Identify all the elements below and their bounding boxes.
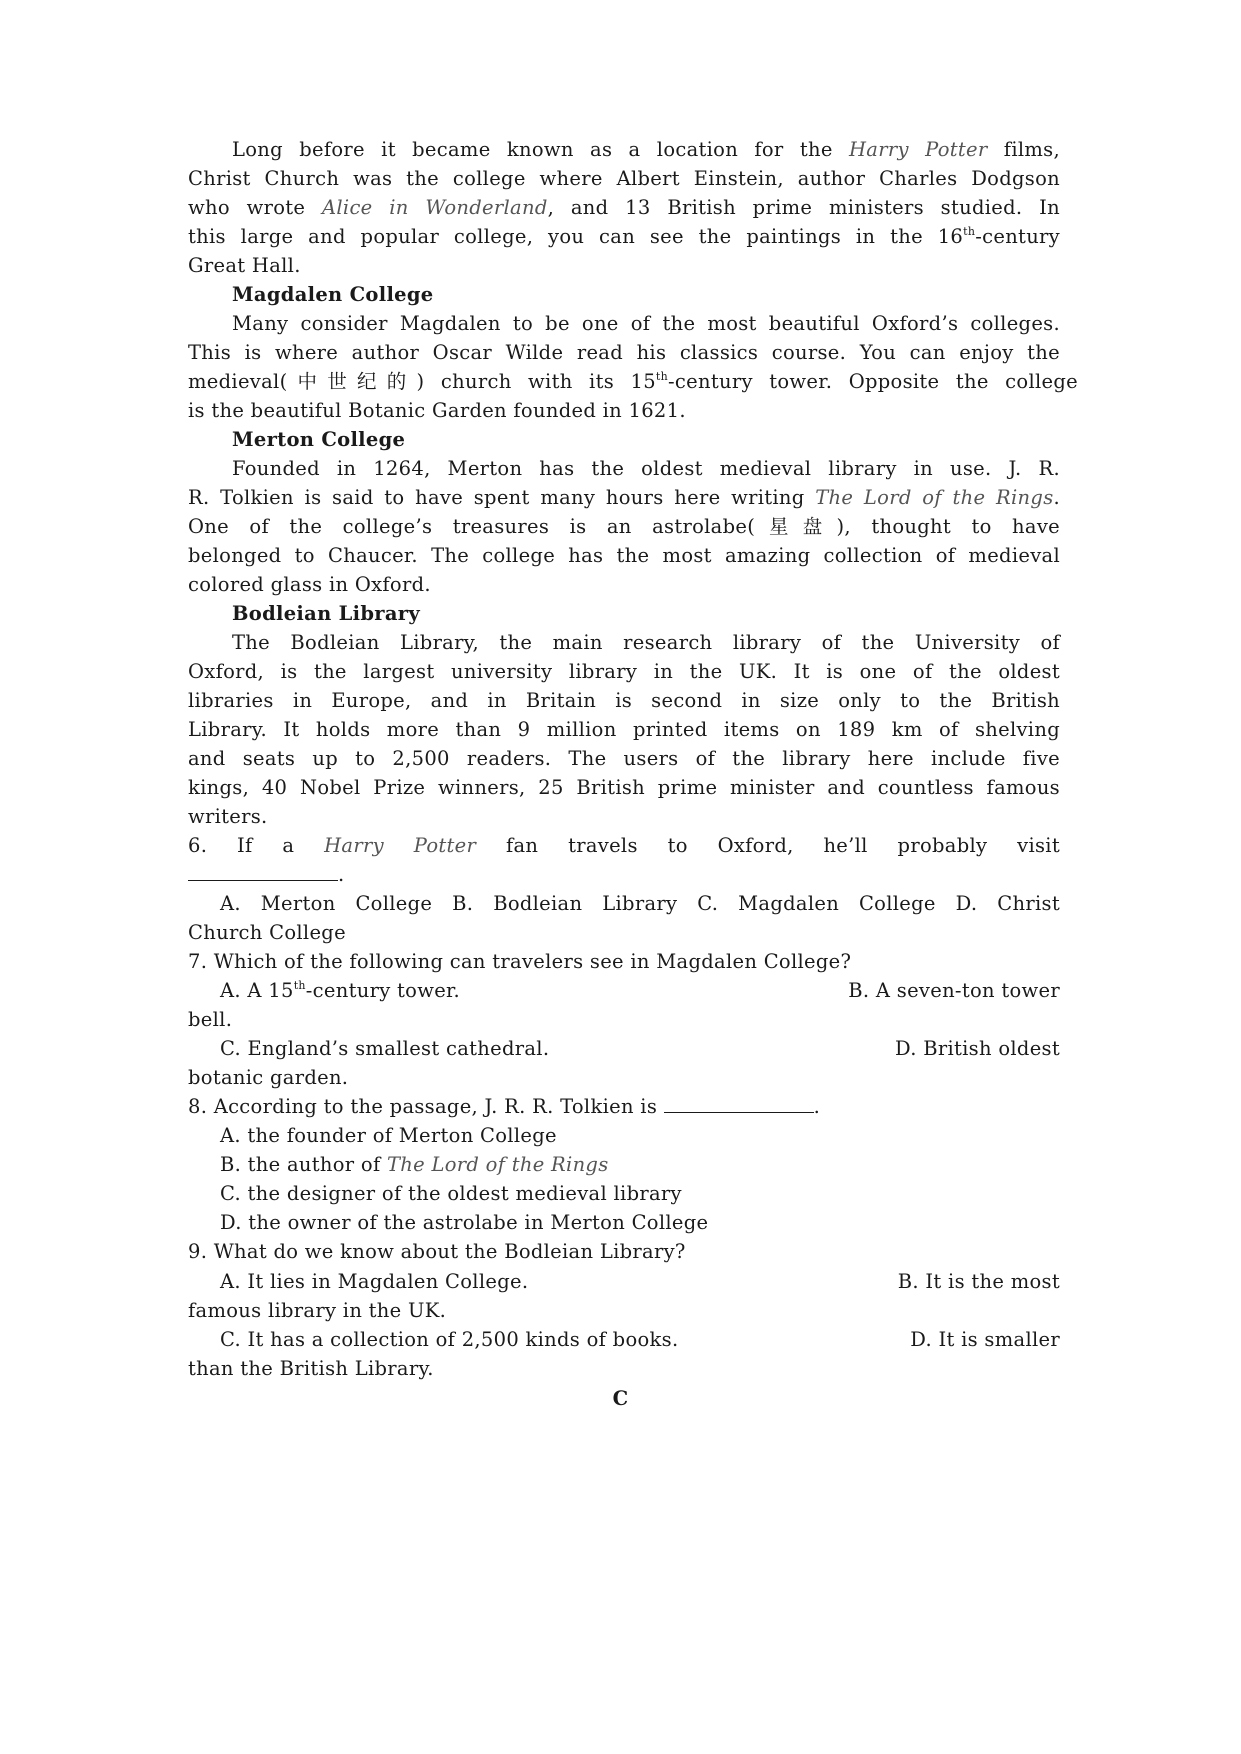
passage-line: kings, 40 Nobel Prize winners, 25 British prime minister and countless famous — [188, 776, 1060, 799]
passage-line — [232, 134, 1060, 166]
text-run: -century tower. Opposite the college — [668, 370, 1078, 393]
passage-line: writers. — [188, 805, 268, 828]
passage-line — [188, 221, 1060, 253]
section-label: C — [612, 1387, 629, 1410]
question-7-option-row — [220, 975, 1060, 1007]
option-b-cont: famous library in the UK. — [188, 1299, 447, 1322]
option-b: B. A seven-ton tower — [848, 979, 1060, 1002]
passage-line: Great Hall. — [188, 254, 301, 277]
option-b — [220, 1149, 1092, 1181]
passage-line: and seats up to 2,500 readers. The users of the library here include five — [188, 747, 1060, 770]
text-run: . — [813, 1095, 821, 1118]
answer-blank-8[interactable] — [664, 1094, 814, 1113]
option-d-cont: than the British Library. — [188, 1357, 434, 1380]
text-run: R. Tolkien is said to have spent many hours here writing — [188, 486, 816, 509]
question-8-stem — [188, 1091, 1060, 1123]
text-run: this large and popular college, you can see the paintings in the 16 — [188, 225, 964, 248]
question-7-option-row — [220, 1033, 1060, 1065]
option-a: A. It lies in Magdalen College. — [220, 1270, 529, 1293]
option-d: D. British oldest — [894, 1037, 1060, 1060]
text-run: films, — [987, 138, 1060, 161]
text-run: medieval(中世纪的) church with its 15 — [188, 370, 656, 393]
option-c: C. England’s smallest cathedral. — [220, 1037, 550, 1060]
passage-line — [188, 192, 1060, 224]
italic-title: The Lord of the Rings — [815, 486, 1054, 509]
passage-line: belonged to Chaucer. The college has the most amazing collection of medieval — [188, 544, 1060, 567]
superscript: th — [963, 225, 976, 238]
option-d: D. the owner of the astrolabe in Merton College — [220, 1211, 709, 1234]
text-run: A. A 15 — [220, 979, 294, 1002]
question-6-options: A. Merton College B. Bodleian Library C. Magdalen College D. Christ — [220, 892, 1060, 915]
question-9-option-row — [220, 1266, 1060, 1298]
passage-line: One of the college’s treasures is an astrolabe(星盘), thought to have — [188, 515, 1060, 538]
option-a: A. the founder of Merton College — [220, 1124, 557, 1147]
text-run: 6. If a — [188, 834, 325, 857]
text-run: Long before it became known as a location for the — [232, 138, 849, 161]
text-run: fan travels to Oxford, he’ll probably visit — [476, 834, 1060, 857]
answer-blank-line — [188, 859, 1060, 891]
option-b-cont: bell. — [188, 1008, 233, 1031]
italic-title: Alice in Wonderland — [321, 196, 548, 219]
text-run: B. the author of — [220, 1153, 387, 1176]
question-9-option-row — [220, 1324, 1060, 1356]
passage-line: is the beautiful Botanic Garden founded in 1621. — [188, 399, 686, 422]
question-7-stem: 7. Which of the following can travelers see in Magdalen College? — [188, 950, 852, 973]
passage-line: This is where author Oscar Wilde read his classics course. You can enjoy the — [188, 341, 1060, 364]
text-run: . — [338, 863, 345, 886]
option-d: D. It is smaller — [910, 1328, 1060, 1351]
italic-title: Harry Potter — [849, 138, 988, 161]
question-6-stem — [188, 830, 1060, 862]
superscript: th — [293, 979, 306, 992]
question-6-options-cont: Church College — [188, 921, 346, 944]
option-c: C. the designer of the oldest medieval library — [220, 1182, 682, 1205]
text-run: 8. According to the passage, J. R. R. Tolkien is — [188, 1095, 664, 1118]
text-run: . — [1053, 486, 1060, 509]
text-run: , and 13 British prime ministers studied. In — [547, 196, 1060, 219]
passage-line: colored glass in Oxford. — [188, 573, 431, 596]
option-c: C. It has a collection of 2,500 kinds of books. — [220, 1328, 679, 1351]
text-run: -century — [975, 225, 1060, 248]
italic-title: The Lord of the Rings — [386, 1153, 609, 1176]
superscript: th — [655, 370, 669, 383]
section-heading-bodleian: Bodleian Library — [232, 602, 421, 625]
italic-title: Harry Potter — [324, 834, 477, 857]
passage-line: Library. It holds more than 9 million printed items on 189 km of shelving — [188, 718, 1060, 741]
option-d-cont: botanic garden. — [188, 1066, 349, 1089]
section-heading-magdalen: Magdalen College — [232, 283, 434, 306]
answer-blank-6[interactable] — [188, 862, 338, 881]
question-9-stem: 9. What do we know about the Bodleian Library? — [188, 1240, 686, 1263]
text-run: who wrote — [188, 196, 322, 219]
passage-line — [188, 366, 1078, 398]
text-run: -century tower. — [305, 979, 461, 1002]
option-b: B. It is the most — [897, 1270, 1060, 1293]
passage-line: Many consider Magdalen to be one of the most beautiful Oxford’s colleges. — [232, 312, 1060, 335]
passage-line: Christ Church was the college where Albert Einstein, author Charles Dodgson — [188, 167, 1060, 190]
passage-line: Founded in 1264, Merton has the oldest medieval library in use. J. R. — [232, 457, 1060, 480]
option-a — [220, 975, 460, 1007]
passage-line: The Bodleian Library, the main research library of the University of — [232, 631, 1060, 654]
passage-line: Oxford, is the largest university library in the UK. It is one of the oldest — [188, 660, 1060, 683]
passage-line: libraries in Europe, and in Britain is second in size only to the British — [188, 689, 1060, 712]
section-heading-merton: Merton College — [232, 428, 406, 451]
passage-line — [188, 482, 1060, 514]
